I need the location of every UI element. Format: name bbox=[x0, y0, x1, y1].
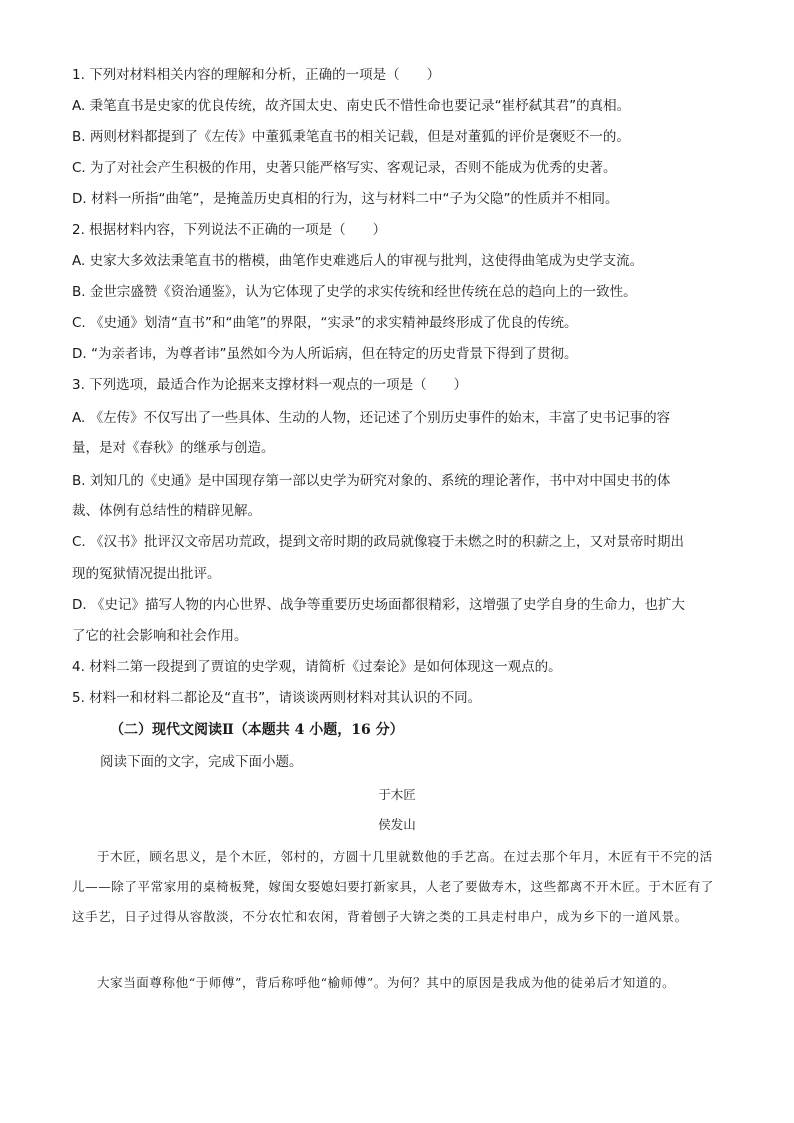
question-1-stem: 1. 下列对材料相关内容的理解和分析，正确的一项是（ ） bbox=[72, 67, 441, 83]
question-1-option-c: C. 为了对社会产生积极的作用，史著只能严格写实、客观记录，否则不能成为优秀的史著。 bbox=[72, 160, 617, 176]
question-3-option-b-line1: B. 刘知几的《史通》是中国现存第一部以史学为研究对象的、系统的理论著作，书中对中国史书的体 bbox=[72, 473, 671, 489]
question-4: 4. 材料二第一段提到了贾谊的史学观，请简析《过秦论》是如何体现这一观点的。 bbox=[72, 659, 562, 675]
question-3-option-c-line1: C. 《汉书》批评汉文帝居功荒政，提到文帝时期的政局就像寝于未燃之时的积薪之上，又对景帝时期出 bbox=[72, 534, 685, 550]
question-1-option-a: A. 秉笔直书是史家的优良传统，故齐国太史、南史氏不惜性命也要记录“崔杼弑其君”的真相。 bbox=[72, 98, 631, 114]
question-1-option-b: B. 两则材料都提到了《左传》中董狐秉笔直书的相关记载，但是对董狐的评价是褒贬不一的。 bbox=[72, 129, 630, 145]
story-paragraph-1: 于木匠，顾名思义，是个木匠，邻村的，方圆十几里就数他的手艺高。在过去那个年月，木匠有干不完的活儿——除了平常家用的桌椅板凳，嫁闺女娶媳妇要打新家具，人老了要做寿木，这些都离不开木匠。于木匠有了这手艺，日子过得从容散淡，不分农忙和农闲，背着刨子大锛之类的工具走村串户，成为乡下的一道风景。 bbox=[72, 849, 714, 924]
question-2-option-a: A. 史家大多效法秉笔直书的楷模，曲笔作史难逃后人的审视与批判，这使得曲笔成为史学支流。 bbox=[72, 253, 644, 269]
section-heading: （二）现代文阅读Ⅱ（本题共 4 小题，16 分） bbox=[110, 722, 404, 738]
question-5: 5. 材料一和材料二都论及“直书”，请谈谈两则材料对其认识的不同。 bbox=[72, 690, 482, 706]
question-2-option-b: B. 金世宗盛赞《资治通鉴》，认为它体现了史学的求实传统和经世传统在总的趋向上的一致性。 bbox=[72, 284, 637, 300]
question-3-option-a-line1: A. 《左传》不仅写出了一些具体、生动的人物，还记述了个别历史事件的始末，丰富了史书记事的容 bbox=[72, 410, 671, 426]
section-instruction: 阅读下面的文字，完成下面小题。 bbox=[100, 754, 303, 770]
story-title: 于木匠 bbox=[378, 787, 416, 802]
story-author: 侯发山 bbox=[378, 817, 416, 832]
question-3-option-b-line2: 裁、体例有总结性的精辟见解。 bbox=[72, 503, 261, 519]
question-3-option-d-line1: D. 《史记》描写人物的内心世界、战争等重要历史场面都很精彩，这增强了史学自身的生命力，也扩大 bbox=[72, 597, 685, 613]
question-3-stem: 3. 下列选项，最适合作为论据来支撑材料一观点的一项是（ ） bbox=[72, 377, 468, 393]
story-paragraph-2: 大家当面尊称他“于师傅”，背后称呼他“榆师傅”。为何？其中的原因是我成为他的徒弟后才知道的。 bbox=[97, 975, 676, 990]
question-3-option-a-line2: 量，是对《春秋》的继承与创造。 bbox=[72, 440, 275, 456]
question-3-option-d-line2: 了它的社会影响和社会作用。 bbox=[72, 628, 248, 644]
question-3-option-c-line2: 现的冤狱情况提出批评。 bbox=[72, 566, 221, 582]
question-2-stem: 2. 根据材料内容，下列说法不正确的一项是（ ） bbox=[72, 222, 387, 238]
question-2-option-c: C. 《史通》划清“直书”和“曲笔”的界限，“实录”的求实精神最终形成了优良的传统。 bbox=[72, 315, 578, 331]
question-2-option-d: D. “为亲者讳，为尊者讳”虽然如今为人所诟病，但在特定的历史背景下得到了贯彻。 bbox=[72, 346, 578, 362]
question-1-option-d: D. 材料一所指“曲笔”，是掩盖历史真相的行为，这与材料二中“子为父隐”的性质并不相同。 bbox=[72, 191, 619, 207]
